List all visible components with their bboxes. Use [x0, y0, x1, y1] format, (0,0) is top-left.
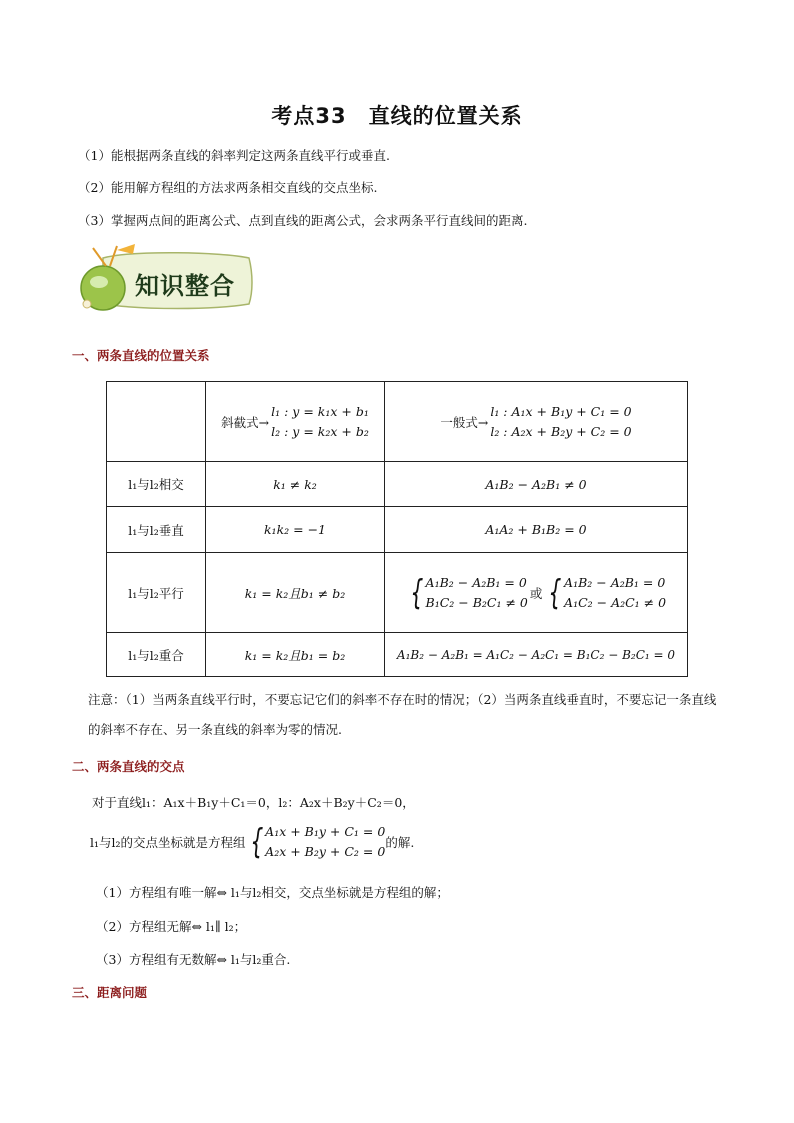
intersection-line-2: l₁与l₂的交点坐标就是方程组 { A₁x + B₁y + C₁ = 0 A₂x + B₂y + C₂ = 0 的解. [90, 822, 415, 862]
knowledge-badge [73, 244, 255, 316]
system-outro-text: 的解. [385, 835, 415, 850]
general-condition: A₁A₂ + B₁B₂ = 0 [385, 507, 688, 553]
header-slope-cell [206, 382, 385, 462]
or-label: 或 [529, 585, 543, 601]
row-label: l₁与l₂平行 [107, 553, 206, 633]
parallel-cond-a2: B₁C₂ − B₂C₁ ≠ 0 [425, 594, 528, 610]
slope-form-label: 斜截式→ [221, 414, 270, 430]
case-3: （3）方程组有无数解⇔ l₁与l₂重合. [96, 952, 291, 967]
objective-2: （2）能用解方程组的方法求两条相交直线的交点坐标. [78, 180, 378, 195]
note-paragraph: 注意：（1）当两条直线平行时，不要忘记它们的斜率不存在时的情况；（2）当两条直线垂直时，不要忘记一条直线的斜率不存在、另一条直线的斜率为零的情况. [88, 692, 717, 737]
general-condition: A₁B₂ − A₂B₁ ≠ 0 [385, 462, 688, 507]
objective-3: （3）掌握两点间的距离公式、点到直线的距离公式，会求两条平行直线间的距离. [78, 213, 528, 228]
case-2: （2）方程组无解⇔ l₁∥ l₂； [96, 919, 247, 934]
system-eq-2: A₂x + B₂y + C₂ = 0 [265, 844, 386, 859]
parallel-cond-b2: A₁C₂ − A₂C₁ ≠ 0 [564, 594, 667, 610]
row-label: l₁与l₂垂直 [107, 507, 206, 553]
general-condition: { A₁B₂ − A₂B₁ = 0 B₁C₂ − B₂C₁ ≠ 0 或 { A₁B₂ − A₂B₁ = 0 A₁C₂ − A₂C₁ ≠ 0 [385, 553, 688, 633]
badge-label: 知识整合 [135, 272, 235, 300]
general-eq-l2: l₂ : A₂x + B₂y + C₂ = 0 [490, 423, 632, 439]
intersection-line-1: 对于直线l₁：A₁x＋B₁y＋C₁＝0，l₂：A₂x＋B₂y＋C₂＝0， [92, 795, 415, 810]
system-intro-text: l₁与l₂的交点坐标就是方程组 [90, 835, 246, 850]
section-heading-3: 三、距离问题 [72, 985, 148, 1000]
slope-condition: k₁ = k₂且b₁ = b₂ [206, 633, 385, 677]
section-heading-2: 二、两条直线的交点 [72, 759, 185, 774]
system-eq-1: A₁x + B₁y + C₁ = 0 [265, 824, 386, 839]
slope-eq-l1: l₁ : y = k₁x + b₁ [271, 403, 369, 419]
page-title: 考点33 直线的位置关系 [271, 104, 523, 128]
general-condition: A₁B₂ − A₂B₁ = A₁C₂ − A₂C₁ = B₁C₂ − B₂C₁ = 0 [385, 633, 688, 677]
section-heading-1: 一、两条直线的位置关系 [72, 348, 210, 363]
table-row [107, 633, 688, 677]
row-label: l₁与l₂相交 [107, 462, 206, 507]
table-row [107, 462, 688, 507]
slope-condition: k₁k₂ = −1 [206, 507, 385, 553]
table-row [107, 553, 688, 633]
slope-condition: k₁ = k₂且b₁ ≠ b₂ [206, 553, 385, 633]
slope-eq-l2: l₂ : y = k₂x + b₂ [271, 423, 369, 439]
header-general-cell [385, 382, 688, 462]
table-header-row [107, 382, 688, 462]
parallel-cond-b1: A₁B₂ − A₂B₁ = 0 [564, 574, 666, 590]
table-row [107, 507, 688, 553]
parallel-cond-a1: A₁B₂ − A₂B₁ = 0 [425, 574, 527, 590]
row-label: l₁与l₂重合 [107, 633, 206, 677]
general-form-label: 一般式→ [440, 414, 489, 430]
general-eq-l1: l₁ : A₁x + B₁y + C₁ = 0 [490, 403, 632, 419]
slope-condition: k₁ ≠ k₂ [206, 462, 385, 507]
objective-1: （1）能根据两条直线的斜率判定这两条直线平行或垂直. [78, 148, 390, 163]
table-corner-cell [107, 382, 206, 462]
case-1: （1）方程组有唯一解⇔ l₁与l₂相交，交点坐标就是方程组的解； [96, 885, 449, 900]
relation-table [106, 381, 688, 677]
